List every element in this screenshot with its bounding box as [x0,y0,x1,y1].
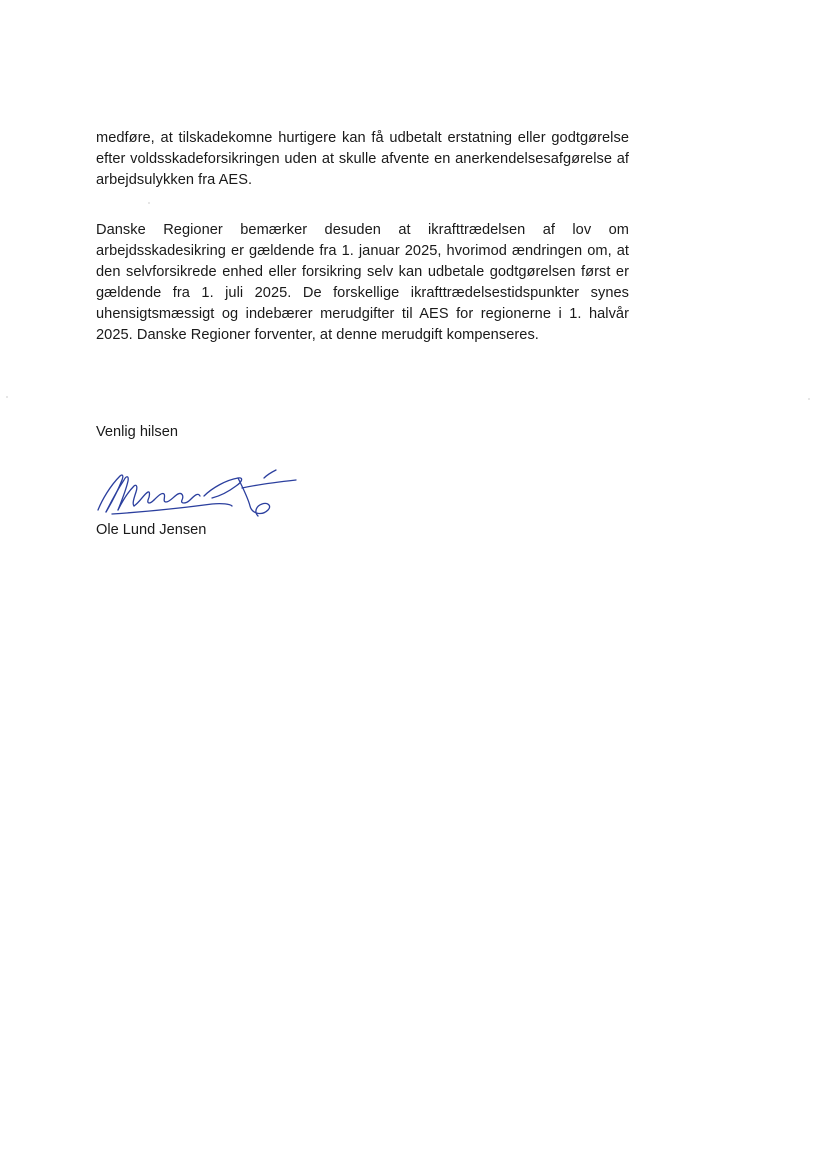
handwritten-signature [92,466,302,522]
scan-artifact [6,396,8,398]
scan-artifact [808,398,810,400]
signer-name: Ole Lund Jensen [96,522,207,538]
scan-artifact [148,202,150,204]
closing-salutation: Venlig hilsen [96,424,178,440]
body-paragraph-1: medføre, at tilskadekomne hurtigere kan få udbetalt erstatning eller godtgørelse efter voldsskadeforsikringen uden at skulle afvente en anerkendelsesafgørelse af arbejdsulykken fra AES. [96,130,629,188]
body-paragraph-2: Danske Regioner bemærker desuden at ikrafttrædelsen af lov om arbejdsskadesikring er gældende fra 1. januar 2025, hvorimod ændringen om, at den selvforsikrede enhed eller forsikring selv kan udbetale godtgørelsen først er gældende fra 1. juli 2025. De forskellige ikrafttrædelsestidspunkter synes uhensigtsmæssigt og indebærer merudgifter til AES for regionerne i 1. halvår 2025. Danske Regioner forventer, at denne merudgift kompenseres. [96,222,629,343]
